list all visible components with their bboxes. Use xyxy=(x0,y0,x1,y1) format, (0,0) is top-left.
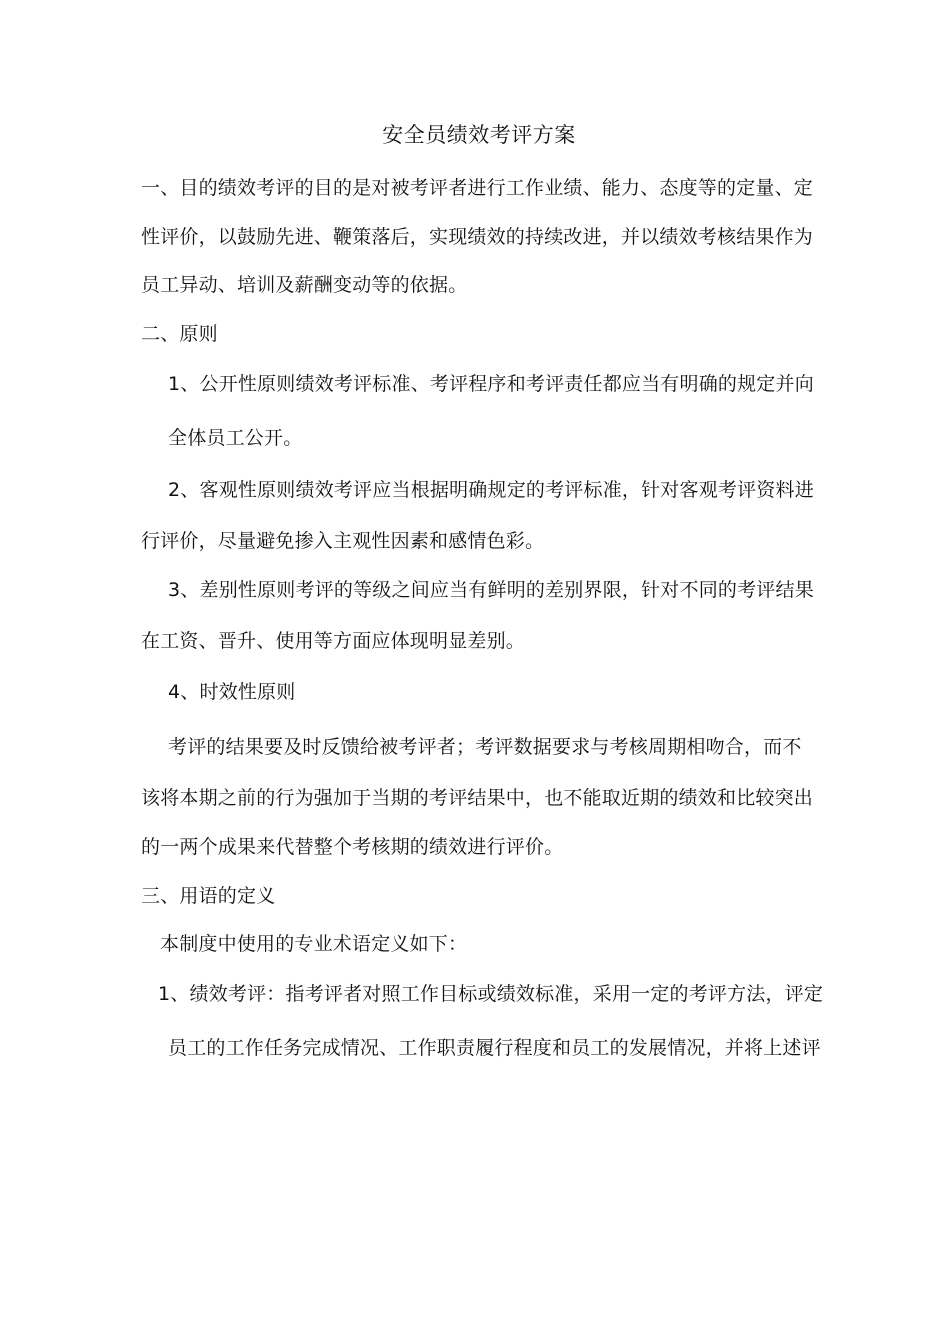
paragraph-line: 该将本期之前的行为强加于当期的考评结果中，也不能取近期的绩效和比较突出 xyxy=(141,787,814,809)
paragraph-line: 2、客观性原则绩效考评应当根据明确规定的考评标准，针对客观考评资料进 xyxy=(168,479,814,501)
paragraph-line: 在工资、晋升、使用等方面应体现明显差别。 xyxy=(141,630,526,652)
paragraph-line: 性评价，以鼓励先进、鞭策落后，实现绩效的持续改进，并以绩效考核结果作为 xyxy=(141,226,814,248)
paragraph-line: 的一两个成果来代替整个考核期的绩效进行评价。 xyxy=(141,836,564,858)
paragraph-line: 员工异动、培训及薪酬变动等的依据。 xyxy=(141,274,468,296)
document-title: 安全员绩效考评方案 xyxy=(382,123,576,147)
paragraph-line: 一、目的绩效考评的目的是对被考评者进行工作业绩、能力、态度等的定量、定 xyxy=(141,177,814,199)
paragraph-line: 考评的结果要及时反馈给被考评者；考评数据要求与考核周期相吻合，而不 xyxy=(168,736,802,758)
paragraph-line: 员工的工作任务完成情况、工作职责履行程度和员工的发展情况，并将上述评 xyxy=(168,1037,821,1059)
paragraph-line: 3、差别性原则考评的等级之间应当有鲜明的差别界限，针对不同的考评结果 xyxy=(168,579,814,601)
paragraph-line: 本制度中使用的专业术语定义如下： xyxy=(160,933,468,955)
paragraph-line: 全体员工公开。 xyxy=(168,427,303,449)
paragraph-line: 行评价，尽量避免掺入主观性因素和感情色彩。 xyxy=(141,530,545,552)
paragraph-line: 1、绩效考评：指考评者对照工作目标或绩效标准，采用一定的考评方法，评定 xyxy=(158,983,824,1005)
section-heading: 三、用语的定义 xyxy=(141,885,276,907)
paragraph-line: 1、公开性原则绩效考评标准、考评程序和考评责任都应当有明确的规定并向 xyxy=(168,373,814,395)
paragraph-line: 4、时效性原则 xyxy=(168,681,296,703)
section-heading: 二、原则 xyxy=(141,323,218,345)
